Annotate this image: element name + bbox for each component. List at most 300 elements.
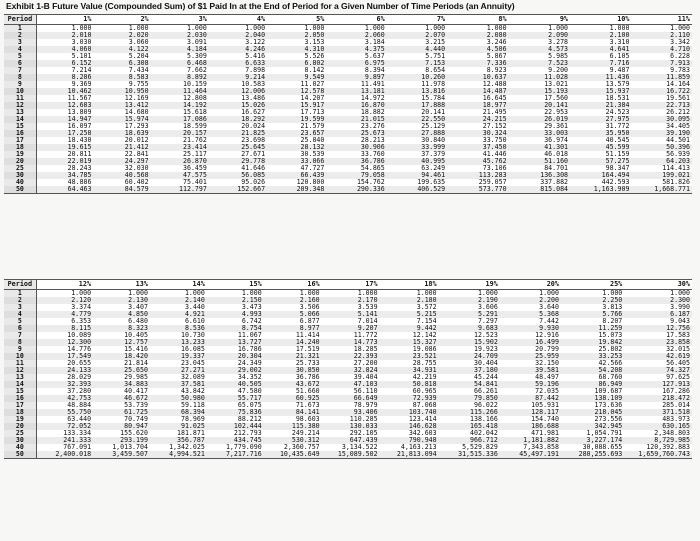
- value-cell: 133.334: [63, 430, 92, 437]
- value-cell: 22.550: [387, 116, 447, 123]
- table-row: [4, 137, 692, 144]
- value-cell: 15.327: [380, 339, 439, 346]
- value-cell: 27.271: [150, 367, 207, 374]
- value-cell: 17.583: [666, 332, 690, 339]
- value-cell: 79.850: [439, 395, 500, 402]
- value-cell: 14.947: [36, 116, 93, 123]
- value-cell: 55.750: [36, 409, 93, 416]
- value-cell: 815.084: [509, 186, 570, 194]
- value-cell: 1,779.090: [225, 444, 262, 451]
- value-cell: 32.824: [322, 367, 380, 374]
- value-cell: 7.442: [539, 318, 559, 325]
- value-cell: 50.980: [150, 395, 207, 402]
- value-cell: 13.021: [544, 81, 569, 88]
- value-cell: 3.990: [670, 304, 690, 311]
- value-cell: 1,659,760.743: [624, 451, 692, 459]
- table-row: [4, 186, 692, 194]
- table-row: [4, 32, 692, 39]
- value-cell: 96.022: [473, 402, 498, 409]
- table-row: [4, 444, 692, 451]
- rate-header: 11%: [631, 15, 692, 25]
- table-row: [4, 151, 692, 158]
- value-cell: 1.000: [486, 24, 507, 32]
- value-cell: 29.002: [207, 367, 264, 374]
- value-cell: 72.035: [535, 388, 559, 395]
- value-cell: 115.380: [264, 423, 322, 430]
- value-cell: 7.014: [357, 318, 378, 325]
- value-cell: 66.261: [473, 388, 498, 395]
- annuity-table-bottom: [4, 279, 692, 459]
- value-cell: 5.309: [186, 53, 207, 60]
- value-cell: 34.785: [36, 172, 93, 179]
- value-cell: 4.921: [150, 311, 207, 318]
- table-row: [4, 430, 692, 437]
- value-cell: 48.497: [535, 374, 559, 381]
- value-cell: 7.434: [128, 67, 149, 74]
- value-cell: 103.740: [380, 409, 439, 416]
- value-cell: 1.000: [364, 24, 385, 32]
- value-cell: 2.100: [570, 32, 631, 39]
- rate-header: 25%: [561, 280, 624, 290]
- value-cell: 9.783: [670, 67, 690, 74]
- value-cell: 6.308: [93, 60, 150, 67]
- value-cell: 109.687: [594, 388, 623, 395]
- period-cell: 11: [4, 95, 36, 102]
- value-cell: 1.000: [416, 289, 437, 297]
- value-cell: 15.193: [509, 88, 570, 95]
- value-cell: 4.122: [93, 46, 150, 53]
- value-cell: 36.786: [326, 158, 386, 165]
- value-cell: 10.583: [241, 81, 266, 88]
- value-cell: 5.141: [322, 311, 380, 318]
- value-cell: 146.628: [380, 423, 439, 430]
- value-cell: 37.379: [421, 151, 446, 158]
- value-cell: 15,089.502: [322, 451, 380, 459]
- value-cell: 30.324: [447, 130, 508, 137]
- rate-header: 3%: [151, 15, 209, 25]
- value-cell: 2.040: [209, 32, 267, 39]
- value-cell: 2.080: [447, 32, 508, 39]
- value-cell: 25.650: [93, 367, 150, 374]
- value-cell: 23.521: [380, 353, 439, 360]
- value-cell: 25.129: [421, 123, 446, 130]
- value-cell: 17.258: [36, 130, 93, 137]
- period-cell: 40: [4, 444, 36, 451]
- value-cell: 56.085: [209, 172, 267, 179]
- value-cell: 249.214: [291, 430, 320, 437]
- value-cell: 9.549: [267, 74, 326, 81]
- value-cell: 138.109: [561, 395, 624, 402]
- value-cell: 15.618: [183, 109, 207, 116]
- value-cell: 45.244: [473, 374, 498, 381]
- value-cell: 3,134.522: [341, 444, 378, 451]
- table-row: [4, 46, 692, 53]
- value-cell: 80.947: [93, 423, 150, 430]
- value-cell: 22.953: [544, 109, 569, 116]
- period-cell: 11: [4, 360, 36, 367]
- value-cell: 1.000: [425, 24, 446, 32]
- value-cell: 9.755: [128, 81, 149, 88]
- rate-header: 18%: [380, 280, 439, 290]
- value-cell: 54.841: [439, 381, 500, 388]
- value-cell: 75.401: [183, 179, 207, 186]
- value-cell: 35.950: [570, 130, 631, 137]
- value-cell: 8.583: [93, 74, 150, 81]
- table-row: [4, 74, 692, 81]
- value-cell: 47.580: [237, 388, 262, 395]
- value-cell: 167.286: [662, 388, 690, 395]
- value-cell: 199.635: [417, 179, 446, 186]
- value-cell: 47.727: [300, 165, 325, 172]
- value-cell: 16.722: [631, 88, 692, 95]
- table-row: [4, 304, 692, 311]
- period-cell: 19: [4, 151, 36, 158]
- value-cell: 25.840: [300, 137, 325, 144]
- value-cell: 24.709: [439, 353, 500, 360]
- value-cell: 20.157: [151, 130, 209, 137]
- value-cell: 2.130: [93, 297, 150, 304]
- value-cell: 13.233: [150, 339, 207, 346]
- value-cell: 12.300: [36, 339, 93, 346]
- rate-header: 5%: [267, 15, 326, 25]
- period-cell: 30: [4, 437, 36, 444]
- value-cell: 3.030: [71, 39, 92, 46]
- value-cell: 123.414: [408, 416, 437, 423]
- value-cell: 29.985: [124, 374, 148, 381]
- value-cell: 21.321: [264, 353, 322, 360]
- value-cell: 630.165: [624, 423, 692, 430]
- value-cell: 18.977: [447, 102, 508, 109]
- value-cell: 33.999: [387, 144, 447, 151]
- value-cell: 2.170: [322, 297, 380, 304]
- value-cell: 11.978: [421, 81, 446, 88]
- value-cell: 65.075: [237, 402, 262, 409]
- value-cell: 4,163.213: [400, 444, 437, 451]
- value-cell: 23.414: [151, 144, 209, 151]
- value-cell: 55.717: [207, 395, 264, 402]
- period-cell: 15: [4, 123, 36, 130]
- value-cell: 4.993: [207, 311, 264, 318]
- value-cell: 3.060: [128, 39, 149, 46]
- rate-header: 17%: [322, 280, 380, 290]
- value-cell: 138.166: [470, 416, 498, 423]
- table-row: [4, 123, 692, 130]
- value-cell: 342.603: [408, 430, 437, 437]
- value-cell: 66.649: [322, 395, 380, 402]
- value-cell: 26.212: [666, 109, 690, 116]
- value-cell: 102.444: [207, 423, 264, 430]
- period-cell: 14: [4, 381, 36, 388]
- value-cell: 12.808: [183, 95, 207, 102]
- value-cell: 39.404: [353, 374, 378, 381]
- period-cell: 4: [4, 46, 36, 53]
- value-cell: 573.770: [447, 186, 508, 194]
- value-cell: 43.672: [264, 381, 322, 388]
- value-cell: 1.000: [71, 24, 92, 32]
- value-cell: 293.199: [93, 437, 150, 444]
- value-cell: 18.292: [209, 116, 267, 123]
- value-cell: 16.097: [67, 123, 92, 130]
- value-cell: 16.870: [326, 102, 386, 109]
- period-cell: 1: [4, 25, 36, 33]
- value-cell: 26.870: [151, 158, 209, 165]
- table-row: [4, 179, 692, 186]
- table-row: [4, 437, 692, 444]
- period-header: Period: [4, 280, 36, 290]
- value-cell: 3.473: [241, 304, 262, 311]
- period-cell: 7: [4, 332, 36, 339]
- value-cell: 42.753: [36, 395, 93, 402]
- value-cell: 3.122: [245, 39, 266, 46]
- table-row: [4, 416, 692, 423]
- value-cell: 3.215: [425, 39, 446, 46]
- value-cell: 36.786: [295, 374, 320, 381]
- rate-header: 20%: [500, 280, 561, 290]
- table-row: [4, 297, 692, 304]
- value-cell: 3.246: [486, 39, 507, 46]
- value-cell: 4.506: [447, 46, 508, 53]
- value-cell: 530.312: [264, 437, 322, 444]
- value-cell: 19.337: [150, 353, 207, 360]
- period-cell: 1: [4, 290, 36, 298]
- table-row: [4, 311, 692, 318]
- value-cell: 15.917: [267, 102, 326, 109]
- value-cell: 45,497.191: [500, 451, 561, 459]
- value-cell: 14.680: [124, 109, 149, 116]
- value-cell: 6.610: [184, 318, 205, 325]
- value-cell: 86.949: [561, 381, 624, 388]
- value-cell: 18.285: [353, 346, 378, 353]
- value-cell: 165.418: [439, 423, 500, 430]
- value-cell: 64.203: [631, 158, 692, 165]
- value-cell: 1,668.771: [631, 186, 692, 194]
- period-cell: 4: [4, 311, 36, 318]
- value-cell: 442.593: [601, 179, 630, 186]
- value-cell: 4.573: [509, 46, 570, 53]
- value-cell: 17.713: [300, 109, 325, 116]
- value-cell: 57.275: [570, 158, 631, 165]
- value-cell: 6.802: [267, 60, 326, 67]
- table-row: [4, 290, 692, 298]
- value-cell: 11.436: [570, 74, 631, 81]
- value-cell: 1,181.882: [500, 437, 561, 444]
- table-row: [4, 346, 692, 353]
- value-cell: 3.640: [539, 304, 559, 311]
- value-cell: 30,088.655: [582, 444, 623, 451]
- value-cell: 212.793: [233, 430, 262, 437]
- value-cell: 8.654: [425, 67, 446, 74]
- value-cell: 10.730: [180, 332, 205, 339]
- value-cell: 1.000: [602, 289, 623, 297]
- value-cell: 61.725: [93, 409, 150, 416]
- value-cell: 16.786: [237, 346, 262, 353]
- period-cell: 25: [4, 430, 36, 437]
- value-cell: 2.010: [36, 32, 93, 39]
- value-cell: 259.057: [478, 179, 507, 186]
- value-cell: 11.414: [295, 332, 320, 339]
- value-cell: 114.413: [662, 165, 690, 172]
- value-cell: 3.440: [184, 304, 205, 311]
- value-cell: 21.015: [326, 116, 386, 123]
- value-cell: 33.760: [360, 151, 385, 158]
- value-cell: 4.779: [36, 311, 93, 318]
- value-cell: 30.906: [326, 144, 386, 151]
- value-cell: 40.995: [387, 158, 447, 165]
- value-cell: 23.657: [267, 130, 326, 137]
- table-row: [4, 116, 692, 123]
- value-cell: 19.923: [473, 346, 498, 353]
- period-cell: 9: [4, 346, 36, 353]
- value-cell: 10.950: [93, 88, 150, 95]
- value-cell: 63.440: [67, 416, 92, 423]
- value-cell: 10.260: [387, 74, 447, 81]
- value-cell: 68.394: [150, 409, 207, 416]
- value-cell: 54.865: [360, 165, 385, 172]
- value-cell: 16.627: [241, 109, 266, 116]
- value-cell: 70.749: [124, 416, 148, 423]
- value-cell: 128.117: [500, 409, 561, 416]
- rate-header: 30%: [624, 280, 692, 290]
- rate-header: 10%: [570, 15, 631, 25]
- value-cell: 17.888: [387, 102, 447, 109]
- value-cell: 3.606: [477, 304, 498, 311]
- value-cell: 14.972: [360, 95, 385, 102]
- value-cell: 17.549: [36, 353, 93, 360]
- value-cell: 51.159: [605, 151, 630, 158]
- value-cell: 78.979: [353, 402, 378, 409]
- table-row: [4, 353, 692, 360]
- value-cell: 37.581: [150, 381, 207, 388]
- value-cell: 1.000: [241, 289, 262, 297]
- period-cell: 12: [4, 102, 36, 109]
- value-cell: 15.073: [598, 332, 623, 339]
- value-cell: 1.000: [357, 289, 378, 297]
- value-cell: 3.813: [602, 304, 623, 311]
- value-cell: 105.931: [531, 402, 559, 409]
- value-cell: 22.393: [322, 353, 380, 360]
- value-cell: 6.187: [624, 311, 692, 318]
- period-cell: 10: [4, 353, 36, 360]
- value-cell: 34.405: [666, 123, 690, 130]
- value-cell: 154.740: [531, 416, 559, 423]
- rate-header: 2%: [93, 15, 150, 25]
- value-cell: 6.468: [151, 60, 209, 67]
- value-cell: 5.751: [425, 53, 446, 60]
- value-cell: 28.132: [267, 144, 326, 151]
- value-cell: 4.246: [209, 46, 267, 53]
- value-cell: 21.579: [300, 123, 325, 130]
- value-cell: 8.323: [93, 325, 150, 332]
- value-cell: 98.347: [605, 165, 630, 172]
- value-cell: 9.369: [71, 81, 92, 88]
- table-row: [4, 339, 692, 346]
- value-cell: 1.000: [304, 24, 325, 32]
- value-cell: 20.811: [67, 151, 92, 158]
- value-cell: 71.673: [295, 402, 320, 409]
- value-cell: 19.561: [666, 95, 690, 102]
- value-cell: 1.000: [609, 24, 630, 32]
- value-cell: 63.249: [421, 165, 446, 172]
- value-cell: 13.412: [93, 102, 150, 109]
- value-cell: 29.361: [544, 123, 569, 130]
- value-cell: 16.499: [500, 339, 561, 346]
- value-cell: 4.850: [93, 311, 150, 318]
- period-cell: 17: [4, 137, 36, 144]
- value-cell: 10.405: [124, 332, 148, 339]
- value-cell: 47.575: [151, 172, 209, 179]
- table-row: [4, 130, 692, 137]
- value-cell: 84.701: [544, 165, 569, 172]
- value-cell: 1.000: [539, 289, 559, 297]
- value-cell: 53.739: [124, 402, 148, 409]
- period-cell: 6: [4, 60, 36, 67]
- value-cell: 14.773: [322, 339, 380, 346]
- value-cell: 40.545: [605, 137, 630, 144]
- period-cell: 19: [4, 416, 36, 423]
- value-cell: 33.066: [267, 158, 326, 165]
- value-cell: 41.301: [509, 144, 570, 151]
- value-cell: 84.141: [264, 409, 322, 416]
- value-cell: 12.578: [267, 88, 326, 95]
- table-row: [4, 360, 692, 367]
- value-cell: 8.536: [150, 325, 207, 332]
- value-cell: 21.384: [570, 102, 631, 109]
- period-cell: 6: [4, 325, 36, 332]
- value-cell: 32.089: [180, 374, 205, 381]
- value-cell: 19.086: [412, 346, 437, 353]
- value-cell: 54.208: [561, 367, 624, 374]
- value-cell: 21.762: [183, 137, 207, 144]
- value-cell: 2.160: [264, 297, 322, 304]
- value-cell: 7.523: [509, 60, 570, 67]
- value-cell: 2.050: [267, 32, 326, 39]
- value-cell: 18.531: [605, 95, 630, 102]
- value-cell: 7.336: [447, 60, 508, 67]
- value-cell: 25.117: [183, 151, 207, 158]
- value-cell: 9.930: [500, 325, 561, 332]
- value-cell: 6.152: [36, 60, 93, 67]
- value-cell: 5.204: [128, 53, 149, 60]
- table-row: [4, 88, 692, 95]
- value-cell: 2.060: [326, 32, 386, 39]
- value-cell: 37.280: [67, 388, 92, 395]
- value-cell: 60.402: [124, 179, 149, 186]
- value-cell: 2.150: [207, 297, 264, 304]
- value-cell: 6.633: [209, 60, 267, 67]
- value-cell: 1.000: [477, 289, 498, 297]
- value-cell: 15.902: [439, 339, 500, 346]
- value-cell: 2.190: [439, 297, 500, 304]
- value-cell: 34.931: [380, 367, 439, 374]
- value-cell: 15.416: [124, 346, 148, 353]
- period-cell: 17: [4, 402, 36, 409]
- value-cell: 21.814: [124, 360, 148, 367]
- value-cell: 98.603: [295, 416, 320, 423]
- period-cell: 18: [4, 144, 36, 151]
- value-cell: 39.581: [500, 367, 561, 374]
- value-cell: 9.043: [670, 318, 690, 325]
- value-cell: 20.012: [124, 137, 149, 144]
- value-cell: 41.446: [482, 151, 507, 158]
- rate-header: 9%: [509, 15, 570, 25]
- period-cell: 20: [4, 423, 36, 430]
- value-cell: 13.816: [387, 88, 447, 95]
- value-cell: 25.733: [295, 360, 320, 367]
- value-cell: 5.526: [304, 53, 325, 60]
- value-cell: 218.472: [624, 395, 692, 402]
- value-cell: 34.352: [237, 374, 262, 381]
- value-cell: 27.152: [482, 123, 507, 130]
